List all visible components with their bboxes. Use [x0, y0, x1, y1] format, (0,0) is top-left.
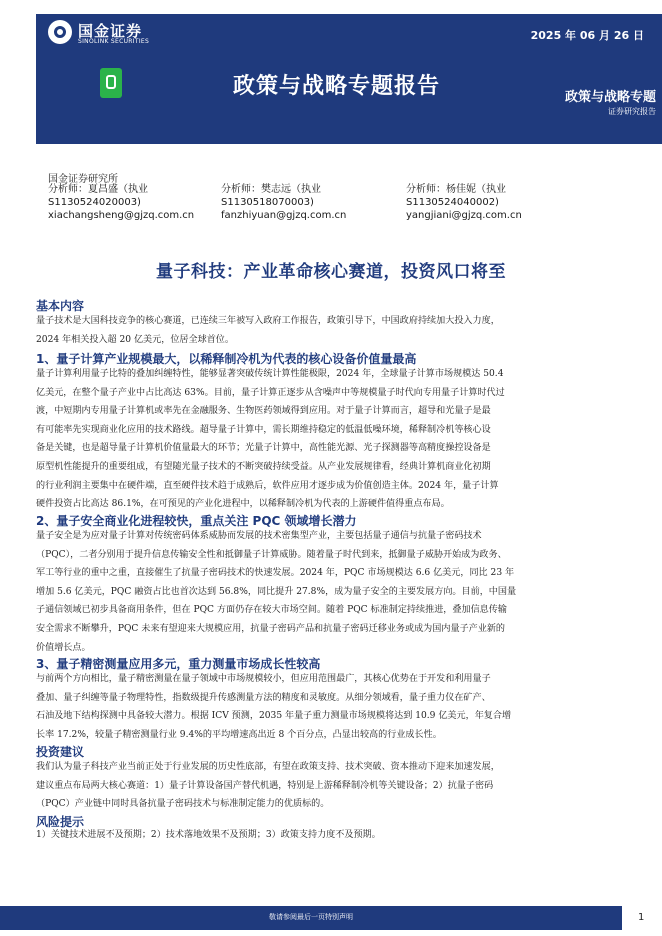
text-line: 我们认为量子科技产业当前正处于行业发展的历史性底部，有望在政策支持、技术突破、资本推动下迎来加速发展，	[36, 762, 500, 772]
text-line: 备是关键，也是超导量子计算机价值量最大的环节；光量子计算中，高性能光源、光子探测器等高精度操控设备是	[36, 443, 491, 454]
text-line: 渡，中短期内专用量子计算机或率先在金融服务、生物医药领域得到应用。对于量子计算而言，超导和光量子是最	[36, 406, 491, 417]
section-title-3: 3、量子精密测量应用多元，重力测量市场成长性较高	[36, 657, 321, 671]
section-body-invest	[36, 758, 632, 814]
section-title-2: 2、量子安全商业化进程较快，重点关注 PQC 领域增长潜力	[36, 514, 357, 528]
text-line: 量子计算利用量子比特的叠加纠缠特性，能够显著突破传统计算性能极限，2024 年，全球量子计算市场规模达 50.4	[36, 369, 504, 379]
logo-text-en: SINOLINK SECURITIES	[78, 38, 150, 45]
text-line: 建议重点布局两大核心赛道：1）量子计算设备国产替代机遇，特别是上游稀释制冷机等关键设备；2）抗量子密码	[36, 780, 494, 791]
analyst-block	[221, 183, 346, 222]
text-line: 与前两个方向相比，量子精密测量在量子领域中市场规模较小，但应用范围最广，其核心优势在于开发和利用量子	[36, 674, 491, 684]
text-line: （PQC），二者分别用于提升信息传输安全性和抵御量子计算威胁。随着量子时代到来，抵御量子威胁开始成为政务、	[36, 549, 507, 560]
footer-bar	[0, 906, 622, 930]
report-date: 2025 年 06 月 26 日	[530, 29, 644, 42]
analyst-block	[406, 183, 522, 222]
text-line: 2024 年相关投入超 20 亿美元，位居全球首位。	[36, 334, 234, 345]
section-title-risk: 风险提示	[36, 815, 85, 829]
text-line: 的行业利润主要集中在硬件端，直至硬件技术趋于成熟后，软件应用才逐步成为价值创造主体。2024 年，量子计算	[36, 480, 499, 491]
text-line: 硬件投资占比高达 86.1%，在可预见的产业化进程中，以稀释制冷机为代表的上游硬件值得重点布局。	[36, 499, 450, 510]
text-line: （PQC）产业链中同时具备抗量子密码技术与标准制定能力的优质标的。	[36, 799, 330, 810]
text-line: 有可能率先实现商业化应用的技术路线。超导量子计算中，需长期维持稳定的低温低噪环境，稀释制冷机等核心设	[36, 424, 491, 435]
text-line: 叠加、量子纠缠等量子物理特性，指数级提升传感测量方法的精度和灵敏度。从细分领域看，量子重力仪在矿产、	[36, 692, 491, 703]
section-body-1	[36, 365, 632, 514]
analyst-email[interactable]: xiachangsheng@gjzq.com.cn	[48, 210, 195, 221]
text-line: 量子安全是为应对量子计算对传统密码体系威胁而发展的技术密集型产业，主要包括量子通信与抗量子密码技术	[36, 531, 482, 541]
side-subtitle: 证券研究报告	[608, 107, 656, 116]
analyst-name: 分析师：樊志远（执业	[221, 184, 321, 195]
section-title-basic: 基本内容	[36, 299, 85, 313]
institute-name: 国金证券研究所	[48, 174, 118, 185]
analyst-block	[48, 183, 194, 222]
text-line: 军工等行业的重中之重，直接催生了抗量子密码技术的快速发展。2024 年，PQC 市场规模达 6.6 亿美元，同比 23 年	[36, 568, 515, 579]
analyst-name: 分析师：夏昌盛（执业	[48, 184, 148, 195]
text-line: 安全需求不断攀升，PQC 未来有望迎来大规模应用，抗量子密码产品和抗量子密码迁移业务或成为国内量子产业新的	[36, 623, 506, 634]
analyst-license: S1130524020003)	[48, 197, 141, 208]
text-line: 价值增长点。	[36, 642, 91, 653]
text-line: 增加 5.6 亿美元，PQC 融资占比也首次达到 56.8%，同比提升 27.8%，成为量子安全的主要发展方向。目前，中国量	[36, 586, 517, 597]
logo-text-cn: 国金证券	[78, 22, 143, 40]
section-body-2	[36, 527, 632, 657]
side-title: 政策与战略专题	[564, 90, 656, 105]
report-headline: 量子科技：产业革命核心赛道，投资风口将至	[156, 262, 506, 282]
wechat-icon	[100, 68, 122, 98]
analyst-name: 分析师：杨佳妮（执业	[406, 184, 506, 195]
analyst-license: S1130518070003)	[221, 197, 314, 208]
text-line: 亿美元，在整个量子产业中占比高达 63%。目前，量子计算正逐步从含噪声中等规模量子时代向专用量子计算时代过	[36, 387, 505, 398]
analyst-license: S1130524040002)	[406, 197, 499, 208]
text-line: 长率 17.2%，较量子精密测量行业 9.4%的平均增速高出近 8 个百分点，凸显出较高的行业成长性。	[36, 729, 442, 740]
analyst-email[interactable]: yangjiani@gjzq.com.cn	[406, 210, 522, 221]
text-line: 石油及地下结构探测中具备较大潜力。根据 ICV 预测，2035 年量子重力测量市场规模将达到 10.9 亿美元，年复合增	[36, 711, 512, 722]
report-type-title: 政策与战略专题报告	[233, 74, 441, 99]
page-number: 1	[638, 912, 645, 923]
text-line: 1）关键技术进展不及预期；2）技术落地效果不及预期；3）政策支持力度不及预期。	[36, 830, 381, 840]
section-title-invest: 投资建议	[36, 745, 85, 759]
text-line: 量子技术是大国科技竞争的核心赛道，已连续三年被写入政府工作报告，政策引导下，中国政府持续加大投入力度，	[36, 316, 500, 326]
section-body-basic	[36, 312, 632, 349]
footer-disclaimer[interactable]: 敬请参阅最后一页特别声明	[269, 913, 353, 921]
text-line: 子通信领域已初步具备商用条件，但在 PQC 方面仍存在较大市场空间。随着 PQC 标准制定持续推进，叠加信息传输	[36, 605, 507, 616]
company-logo	[48, 20, 188, 50]
section-body-risk	[36, 826, 632, 845]
section-body-3	[36, 670, 632, 744]
section-title-1: 1、量子计算产业规模最大，以稀释制冷机为代表的核心设备价值量最高	[36, 352, 417, 366]
text-line: 原型机性能提升的重要组成，有望随光量子技术的不断突破持续受益。从产业发展规律看，经典计算机商业化初期	[36, 461, 491, 472]
logo-icon	[48, 20, 72, 44]
analyst-email[interactable]: fanzhiyuan@gjzq.com.cn	[221, 210, 347, 221]
